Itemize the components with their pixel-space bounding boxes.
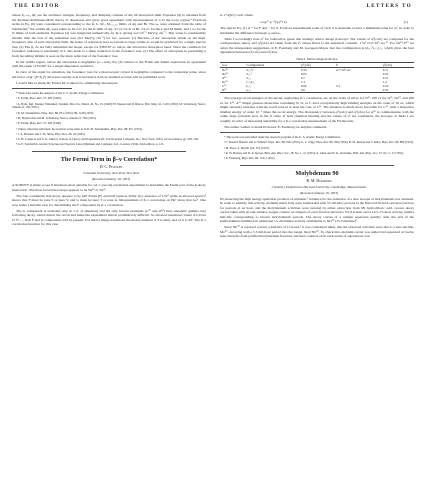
table-cell: Kr⁷⁹ bbox=[222, 80, 228, 84]
table-cell: 0.11 bbox=[382, 68, 389, 72]
footnote-divider bbox=[12, 88, 72, 89]
equation-body: a=(φ²−φ−¹)/(φ²+1). bbox=[260, 19, 288, 24]
paragraph: In view of the result for emulsion, the Čerenkov loss for a macroscopic crystal is negligible compared to the ionization pulse, since the factor exp[−(β−β₀)²] decreases rapidly as β is increased. A more detailed account will be published soon. bbox=[12, 70, 206, 79]
footnote: ⁸ A. H. Compton and S. K. Allison, X-Rays in Theory and Experiment (D. Van Nostrand Company, Inc., New York, 1935), second edition, pp. 263, 540. bbox=[16, 137, 199, 142]
footnote: ⁶ Unless otherwise indicated, the notation is the same as in R. M. Sternheimer, Phys. Rev. 88, 851 (1952). bbox=[16, 126, 143, 131]
table-header: Gas bbox=[220, 63, 244, 68]
footnote: ² M. Fierz, Z. Physik 104, 553 (1937). bbox=[224, 145, 270, 150]
paragraph: The four continuum in β-decay appears to be half Fermi (F) and half Gamow-Teller (G). Absence of 1/W² terms in allowed spectra² shows that F must be pure S or pure V, and G must be pure T or pure A. Measurement of β–ν correlation on He⁶ show that Ge⁶. One now seeks a suitable case for determining the F component by β–ν correlation. bbox=[12, 193, 206, 207]
table-row bbox=[220, 88, 414, 93]
footnote: ³ R. M. Sternheimer, Phys. Rev. 88, 851 (1952); 89, 1148 (1953). bbox=[16, 110, 95, 115]
article-author: R. M. Diamond bbox=[306, 178, 332, 183]
paragraph: is 1+a(β/c) cosθ, where bbox=[220, 13, 254, 17]
footnote: ⁵ E. Fermi, Phys. Rev. 57, 485 (1940). bbox=[16, 121, 62, 126]
table-header: Configuration bbox=[244, 63, 299, 68]
acknowledgment: I would like to thank Dr. Ernest M. Connect for stimulating discussions. bbox=[16, 80, 119, 85]
table-cell: 0.6 bbox=[299, 88, 334, 93]
footnote: * Work done under the auspices of the U. S. Atomic Energy Commission. bbox=[16, 91, 105, 95]
paragraph: The G component is excluded only in a 0→0 (mesilon) and the only known examples (C¹⁰ and O¹⁴) have energetic gamma rays following decay, which distort the recoil and make the experiment almost prohibitively difficult. So allowed transitions where ΔJ=0 but J≠J′≠ ..., both F and G components will be present. For mirror image transitions the matrix element of F is unity and of G is M². The β–ν correlation function for this case bbox=[12, 208, 206, 227]
table-cell: f₇/₂d₅/₂ bbox=[246, 80, 256, 84]
table-cell: 0.33 bbox=[300, 68, 307, 72]
table-cell: 0.23 bbox=[382, 84, 389, 88]
section-divider bbox=[32, 151, 186, 152]
right-column bbox=[220, 13, 414, 240]
footnote-divider bbox=[220, 132, 280, 133]
table-header: ft bbox=[334, 63, 381, 68]
footnote: * This work was performed under the research program of the U. S. Atomic Energy Commission. bbox=[224, 135, 341, 139]
footnote: ¹ E. Fermi, Phys. Rev. 57, 485 (1940). bbox=[16, 96, 62, 101]
footnote: ⁴ E. Feenberg, Phys. Rev. 84, 1161 (1951). bbox=[224, 156, 276, 161]
table-cell: 1.4 bbox=[382, 80, 387, 84]
running-header-left: THE EDITOR bbox=[14, 3, 60, 9]
table-cell: 0.21 bbox=[382, 76, 389, 80]
article-title: The Fermi Term in β–ν Correlation* bbox=[60, 156, 158, 164]
paragraph: A SURVEY is made to see if situations most suitable for a β–ν (recoil) correlation experiment to determine the Fermi part of the β-decay interaction. The most favorable isotope appears to be Ne¹⁹ or Ne²³. bbox=[12, 183, 207, 192]
paragraph: The sign in Eq. (1) is + for F and − for S. From an experimental point of view it is desirable to have a minimum value for φ², in order to maximize the difference between aₐ and aₛ. bbox=[220, 26, 414, 35]
table-cell: p₁/₂ bbox=[244, 88, 299, 93]
footnote: ⁹ A. E. Sandström, Atomic Structure and Spectral Lines (Methuen and Company, Ltd., London, 1934), third edition, p. 121. bbox=[16, 142, 165, 147]
paragraph: IN observing the high energy spallation products of niobium,¹ evidence for the existence of a new isotope of molybdenum was obtained. In order to identify this activity, niobium metal foils were bombarded with 55–60-Mev protons in the Harvard 95-inch synchrocyclotron for periods of an hour, and the molybdenum activities were isolated by either extraction from 6N hydrochloric acid. Grown decay curves taken with an end-window Geiger counter on aliquots of each fraction showed a 5.5-6.0-hour and a 14.5–15-hour activity, neither half-life corresponding to known molybdenum periods. The decay curves of a sample separated quickly after the end of the bombardment exhibited an additional 15–20-minute activity attributable to Mo⁹³ (15.5 minutes)². bbox=[220, 196, 414, 224]
mirror-decay-table bbox=[220, 62, 414, 93]
paragraph: Table I accordingly lists φ² for radioactive gases that undergo mirror image β-decays. The values of φ²(calc) are computed for the configurations listed, and φ²(obs) are taken from the ft values fitted to the empirical constant. 1+φ²=5.2×10³ sec.⁵⁷ For Ne¹⁹–F¹⁹ we adopt the independent suggestions of E. Feenberg and M. Goeppert-Mayer that the configuration is (d₅/₂²s₁/₂)₁/₂, which gives the best agreement between φ²(calc) and φ²(obs). bbox=[220, 36, 414, 54]
table-cell: N¹³ bbox=[220, 88, 244, 93]
paragraph: Since Nb⁹⁰ is reported to have a half-life of 15 hours,³ it was considered likely that the observed activities were due to a new nuclide, Mo⁹⁰, decaying with a 5.5-6.0-hour period into the longer lived Nb⁹⁰. To check this, niobium carrier was added and separated at twelve hour intervals from purified molybdenum fractions and then counted. Over each series of separations was bbox=[220, 225, 414, 239]
table-cell: d₅/₂²s bbox=[246, 68, 254, 72]
paragraph: The average recoil energies of the nuclei, neglecting β–ν correlation, are on the order of 60 ev for N¹³, 100 ev for O¹⁵, Ne¹⁹, and 200 ev for C¹¹. A³⁵ Single gaseous molecules containing N, O, or C have exceptionally high binding energies on the order of 10 ev, which might seriously interfere with the recoil ions in at least the case of C¹¹. The situation is much more favorable for C¹¹, with a molecular binding energy of order 10⁻² times the recoil energy. The discrepancy between φ²(calc) and φ²(obs) for A³⁵ is commensurate with the rather large probable error in the ft value. If both chemical binding and the values of φ² are considered, the isotopes of Table I are roughly in order of increasing suitability for a β–ν correlation measurement of the Fermi term. bbox=[220, 96, 414, 123]
equation-number: (1) bbox=[403, 19, 408, 24]
table-cell: Ne²³ bbox=[222, 72, 228, 76]
footnote: ⁴ M. Huybrechts and M. Schönberg, Nuovo cimento 9, 764 (1952). bbox=[16, 115, 97, 120]
table-cell: 0.03 bbox=[382, 72, 389, 76]
table-cell: 0.60 bbox=[300, 84, 307, 88]
article-affiliation: Columbia University, New York, New York bbox=[83, 171, 139, 176]
table-header: φ²(calc) bbox=[299, 63, 334, 68]
acknowledgment: The author wishes to thank Professor E. Feenberg for helpful comments. bbox=[224, 124, 327, 129]
table-cell: d₃/₂ bbox=[246, 76, 252, 80]
table-cell bbox=[334, 88, 381, 93]
received-date: (Received January 19, 1953) bbox=[300, 190, 338, 195]
table-cell: 4.7×10³ sec bbox=[335, 68, 351, 72]
table-cell: 0.03 bbox=[300, 72, 307, 76]
paragraph: where θₒ, ωₒ, 2βₒ are the oscillator strength, frequency, and damping constant of the ith absorption limit. Equation (6) is obtained from the Kramers-Kallmann-Mark theory of dispersion and gives good agreement with measurements of n in the x-ray region.⁸ Fractions terms in Eq. (6) were considered corresponding to the K, L, M₁, M₂,₃,₄,₅ limits of Ag and Br. The ωₒ were obtained from the table of Sandström;⁹ the widths 2βₒ were taken as 10.2 ev for the K limit of Ag, 4.7 ev for K of Br, 3.2 ev for the L and M limits, and 1 ev for the N limits of both elements. Equation (5) was integrated numerically for β=1, giving 2.2×10⁻² MeV/g cm⁻². This value is considerably smaller than the loss of the ionization loss (0.2 MeV/g cm⁻²) for two reasons: (1) Because of the absorption bands on the high-frequency side of each absorption limit, the index of refraction does not attain as large values as would be predicted for a single narrow line. (2) The βₒ do not fully determine the shape, except for β≪0.67 ev below the ultraviolet absorption band. Since the condition for Čerenkov radiation is essentially n>1, this leads to a sharp reduction of the Čerenkov loss. (2) The effect of absorption in preventing n from becoming infinite is seen as the sharp reduction of the Čerenkov loss. bbox=[12, 13, 206, 58]
section-divider bbox=[240, 165, 394, 166]
footnote: ³ R. W. Bonner and D. A. Sprout, Bull. Am. Phys. Soc. 28, No. 1, 41 (1953); A. Allen and W. K. Jentschke, Bull. Am. Phys. Soc. 27, No. 5, 17 (1952). bbox=[224, 150, 404, 155]
table-header: φ²(obs) bbox=[381, 63, 414, 68]
footnote: ² A. Bohr, Kgl. Danske Videnskab. Selskab, Mat.-fys. Medd. 24, No. 19 (1948); H. Messel and D. Ritson, Phil. Mag. 41, 1129 (1950); M. Schönberg, Nuovo cimento 8, 159 (1951). bbox=[12, 101, 206, 110]
table-cell: 3.4 bbox=[335, 84, 340, 88]
table-cell: d₅/₂³ bbox=[246, 72, 253, 76]
table-caption: Table I. Mirror image β-decays. bbox=[296, 56, 338, 61]
left-column bbox=[12, 13, 206, 228]
running-header-right: LETTERS TO bbox=[366, 3, 412, 9]
table-cell: C¹¹ bbox=[222, 84, 227, 88]
received-date: (Received January 19, 1953) bbox=[92, 177, 130, 182]
table-cell: 0.7 bbox=[300, 76, 305, 80]
paragraph: In the visible region, where the absorption is negligible (ω→real), Eq. (3) reduces to the Frank and Tamm expression, in agreement with the result of Fermi¹ for a single dispersion oscillator. bbox=[12, 59, 206, 68]
table-cell: p₃/₂ bbox=[246, 84, 252, 88]
table-cell: 1.4 bbox=[300, 80, 305, 84]
table-cell: 0.35 bbox=[381, 88, 414, 93]
footnote: ⁷ J. A. Bearden and C. H. Shaw, Phys. Rev. 48, 18 (1935). bbox=[16, 131, 86, 136]
article-title: Molybdenum 90 bbox=[295, 169, 339, 177]
table-cell: A³⁵ bbox=[222, 76, 227, 80]
table-cell: Ne¹⁹ bbox=[222, 68, 228, 72]
article-affiliation: Chemistry Department, Harvard University, Cambridge, Massachusetts bbox=[271, 184, 367, 189]
article-author: D. C. Peaslee bbox=[99, 165, 123, 170]
footnote: ¹ C. Rustad, Hansen and A. Winther, Phys. Rev. 86, 629 (1952); G. L. Trigg, Phys. Rev. 86, 506 (1952); B. M. Rustad and S. Ruby, Phys. Rev. 89, 880 (1953). bbox=[224, 140, 414, 145]
equation-1 bbox=[220, 20, 414, 25]
